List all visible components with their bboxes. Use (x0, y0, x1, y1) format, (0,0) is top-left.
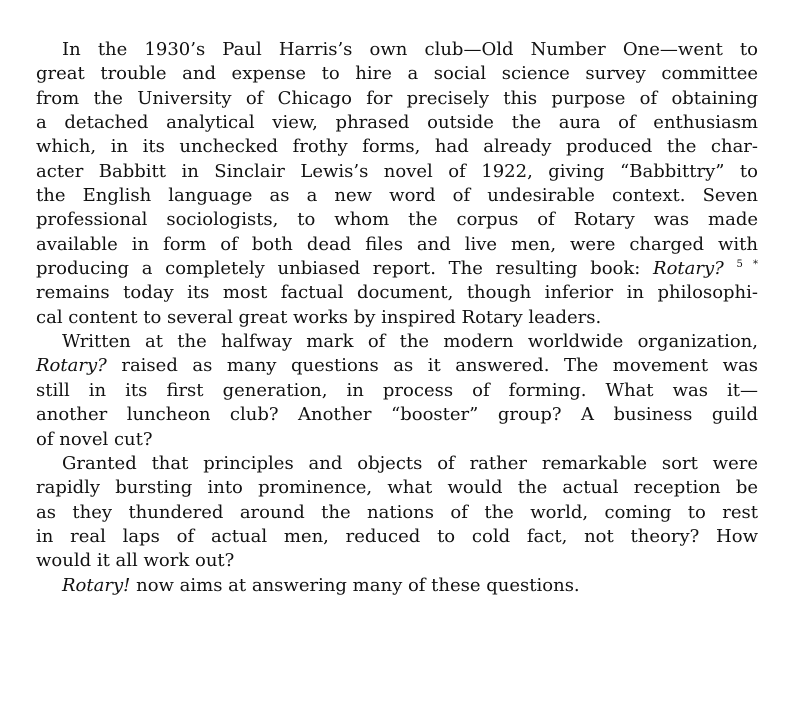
text-span: now aims at answering many of these questions. (130, 574, 580, 596)
book-title: Rotary! (62, 574, 131, 596)
text-line: would it all work out? (36, 550, 235, 572)
text-line: acter Babbitt in Sinclair Lewis’s novel of 1922, giving “Babbittry” to (36, 160, 758, 182)
book-title: Rotary? (653, 258, 724, 280)
text-line: professional sociologists, to whom the corpus of Rotary was made (36, 209, 758, 231)
text-line (36, 574, 758, 598)
text-line: which, in its unchecked frothy forms, had already produced the char- (36, 136, 758, 158)
text-line: Written at the halfway mark of the modern worldwide organization, (62, 331, 758, 353)
paragraph-1 (36, 38, 758, 330)
text-line: a detached analytical view, phrased outside the aura of enthusiasm (36, 112, 758, 134)
text-line: cal content to several great works by inspired Rotary leaders. (36, 306, 602, 328)
text-line: as they thundered around the nations of the world, coming to rest (36, 501, 758, 523)
paragraph-2 (36, 330, 758, 452)
footnote-marker: 5 * (736, 259, 759, 271)
text-line: In the 1930’s Paul Harris’s own club—Old Number One—went to (62, 39, 758, 60)
text-line: Granted that principles and objects of rather remarkable sort were (62, 452, 758, 474)
text-line: the English language as a new word of undesirable context. Seven (36, 185, 758, 207)
text-line: another luncheon club? Another “booster” group? A business guild (36, 404, 758, 426)
text-line: remains today its most factual document, though inferior in philosophi- (36, 282, 758, 304)
text-line (36, 354, 758, 378)
text-line: rapidly bursting into prominence, what would the actual reception be (36, 477, 758, 499)
text-line: from the University of Chicago for precisely this purpose of obtaining (36, 87, 758, 109)
text-line: available in form of both dead files and live men, were charged with (36, 233, 758, 255)
text-line: in real laps of actual men, reduced to cold fact, not theory? How (36, 525, 758, 547)
text-line: of novel cut? (36, 428, 153, 450)
paragraph-4 (36, 574, 758, 598)
text-line (36, 257, 758, 281)
text-span: producing a completely unbiased report. The resulting book: (36, 258, 654, 280)
document-page (36, 38, 758, 598)
text-line: still in its first generation, in process of forming. What was it— (36, 379, 758, 401)
paragraph-3 (36, 452, 758, 574)
book-title: Rotary? (36, 355, 107, 377)
text-line: great trouble and expense to hire a social science survey committee (36, 63, 758, 85)
text-span: raised as many questions as it answered. The movement was (106, 355, 758, 377)
